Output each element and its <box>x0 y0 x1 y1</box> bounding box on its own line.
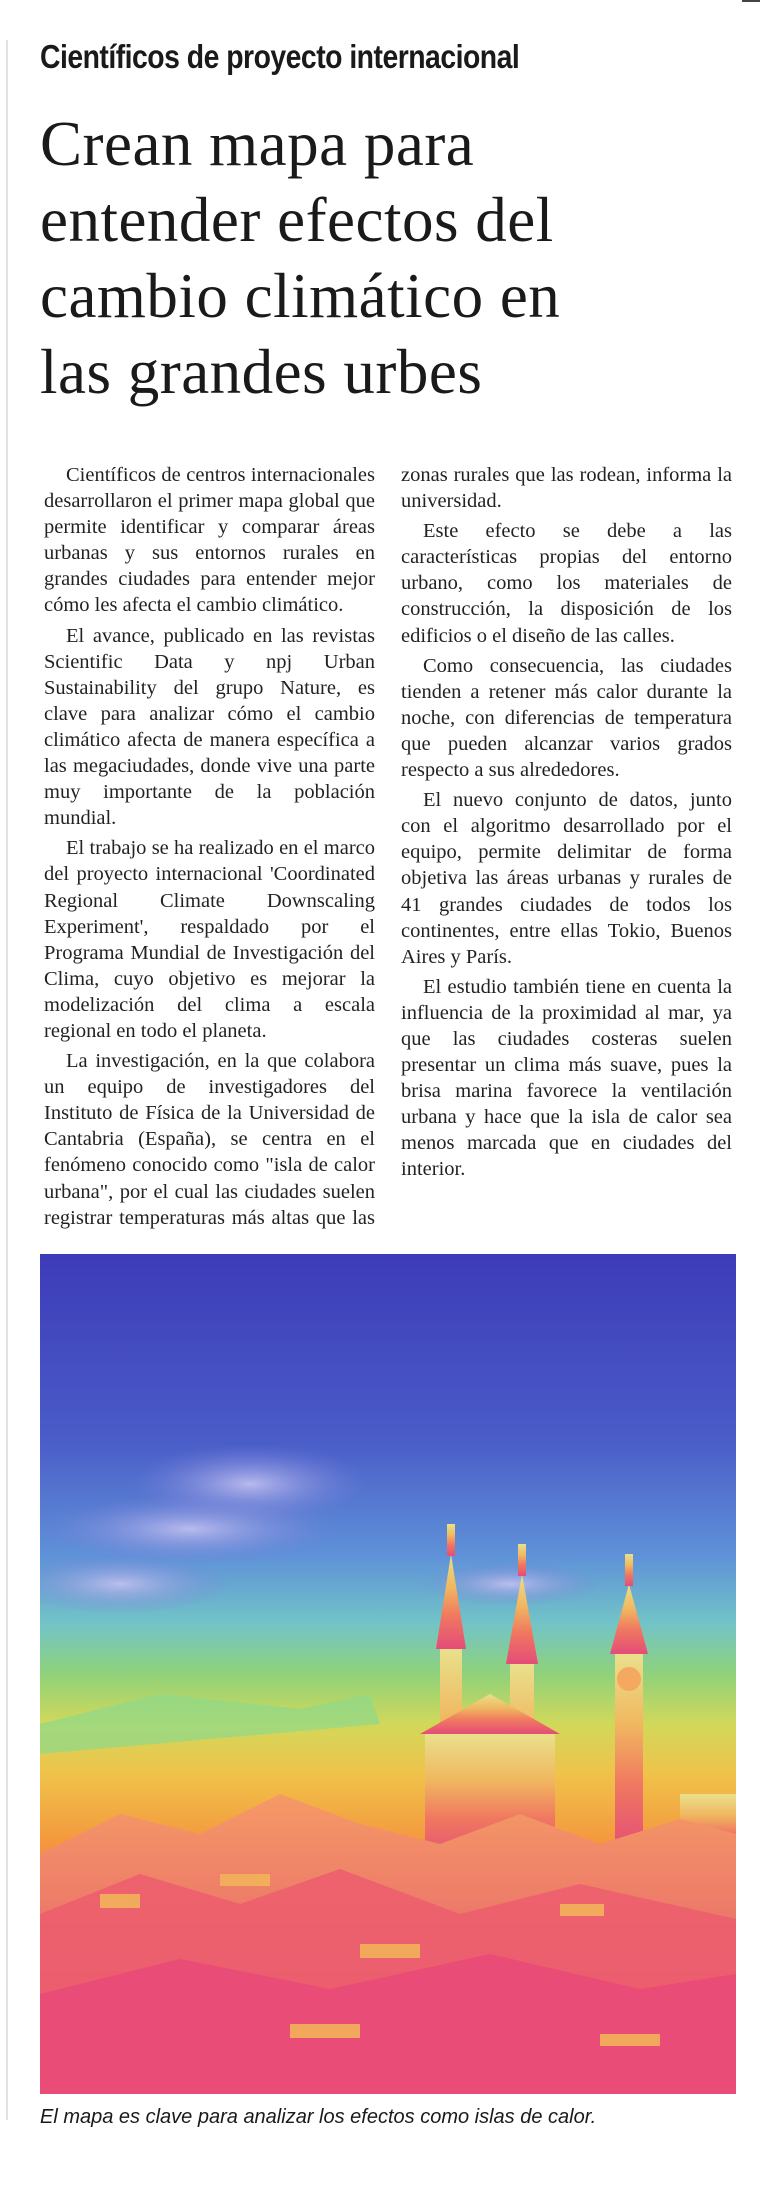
thermal-city-photo <box>40 1254 736 2094</box>
body-paragraph: Científicos de centros internacionales desarrollaron el primer mapa global que permite identificar y comparar áreas urbanas y sus entornos rurales en grandes ciudades para entender mejor cómo les afecta el cambio climático. <box>44 464 375 617</box>
headline-line: entender efectos del <box>40 185 554 255</box>
body-paragraph: Como consecuencia, las ciudades tienden a retener más calor durante la noche, con diferencias de temperatura que pueden alcanzar varios grados respecto a sus alrededores. <box>401 654 732 782</box>
headline-line: las grandes urbes <box>40 337 483 407</box>
article-kicker: Científicos de proyecto internacional <box>40 38 520 75</box>
headline-line: Crean mapa para <box>40 109 475 179</box>
top-rule <box>742 0 760 2</box>
body-paragraph: El avance, publicado en las revistas Scientific Data y npj Urban Sustainability del grupo Nature, es clave para analizar cómo el cambio climático afecta de manera específica a las megaciudades, donde vive una parte muy importante de la población mundial. <box>44 624 375 830</box>
body-paragraph: El nuevo conjunto de datos, junto con el algoritmo desarrollado por el equipo, permite delimitar de forma objetiva las áreas urbanas y rurales de 41 grandes ciudades de todos los continentes, entre ellas Tokio, Buenos Aires y París. <box>401 789 732 968</box>
page-edge-rule <box>6 40 8 2120</box>
article-headline <box>40 106 740 410</box>
article-body <box>44 462 732 1240</box>
body-paragraph: La investigación, en la que colabora un equipo de investigadores del Instituto de Física de la Universidad de Cantabria (España), se centra en el fenómeno conocido como "isla de calor urbana", por el cual las ciudades suelen registrar temperaturas más altas que las zonas rurales que las rodean, informa la universidad. <box>44 464 732 1229</box>
body-paragraph: El estudio también tiene en cuenta la influencia de la proximidad al mar, ya que las ciudades costeras suelen presentar un clima más suave, pues la brisa marina favorece la ventilación urbana y hace que la isla de calor sea menos marcada que en ciudades del interior. <box>401 975 732 1181</box>
photo-caption: El mapa es clave para analizar los efectos como islas de calor. <box>40 2106 597 2128</box>
body-paragraph: El trabajo se ha realizado en el marco del proyecto internacional 'Coordinated Regional Climate Downscaling Experiment', respaldado por el Programa Mundial de Investigación del Clima, cuyo objetivo es mejorar la modelización del clima a escala regional en todo el planeta. <box>44 837 375 1042</box>
headline-line: cambio climático en <box>40 261 561 331</box>
body-paragraph: Este efecto se debe a las características propias del entorno urbano, como los materiales de construcción, la disposición de los edificios o el diseño de las calles. <box>401 520 732 647</box>
